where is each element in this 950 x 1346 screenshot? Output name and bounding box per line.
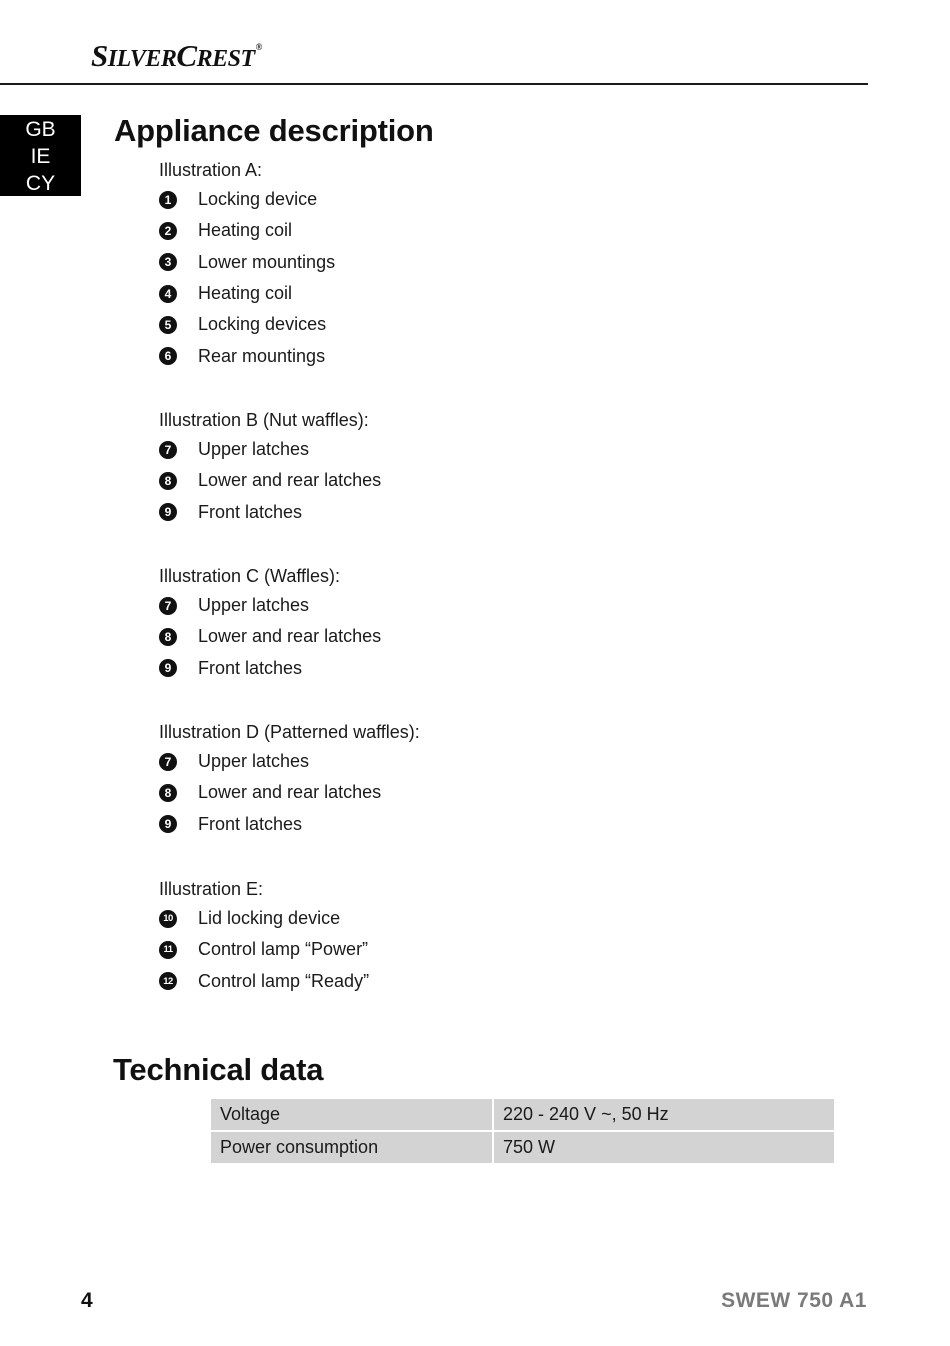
number-badge: 7 [159, 753, 177, 771]
group-title: Illustration B (Nut waffles): [159, 410, 369, 430]
item-label: Upper latches [198, 439, 310, 460]
list-item [159, 934, 369, 965]
illustration-d-group [159, 719, 420, 840]
number-badge: 3 [159, 253, 177, 271]
language-tab [0, 115, 81, 196]
list-item [159, 621, 381, 652]
list-item [159, 465, 381, 496]
brand-logo: SILVERCREST® [91, 38, 262, 73]
technical-data-table [211, 1097, 834, 1165]
table-row [211, 1132, 834, 1163]
section-title-appliance-description: Appliance description [114, 113, 434, 148]
list-item [159, 966, 369, 997]
item-label: Upper latches [198, 595, 310, 616]
list-item [159, 215, 335, 246]
item-label: Front latches [198, 813, 303, 834]
list-item [159, 746, 420, 777]
number-badge: 7 [159, 441, 177, 459]
language-code: CY [25, 172, 56, 195]
number-badge: 5 [159, 316, 177, 334]
section-title-technical-data: Technical data [113, 1052, 324, 1087]
list-item [159, 590, 381, 621]
number-badge: 8 [159, 628, 177, 646]
number-badge: 2 [159, 222, 177, 240]
item-label: Heating coil [198, 220, 293, 241]
item-label: Front latches [198, 657, 303, 678]
number-badge: 4 [159, 285, 177, 303]
table-cell-label: Voltage [211, 1099, 494, 1130]
item-label: Upper latches [198, 751, 310, 772]
table-row [211, 1099, 834, 1130]
list-item [159, 903, 369, 934]
item-label: Lower mountings [198, 251, 336, 272]
group-title: Illustration C (Waffles): [159, 566, 341, 586]
item-label: Lid locking device [198, 908, 341, 929]
header-rule [0, 83, 868, 85]
number-badge: 8 [159, 472, 177, 490]
number-badge: 9 [159, 659, 177, 677]
number-badge: 12 [159, 972, 177, 990]
illustration-c-group [159, 563, 381, 684]
list-item [159, 809, 420, 840]
illustration-b-group [159, 407, 381, 528]
list-item [159, 309, 335, 340]
language-code: GB [25, 118, 56, 141]
number-badge: 11 [159, 941, 177, 959]
group-title: Illustration A: [159, 160, 263, 180]
item-label: Control lamp “Power” [198, 939, 369, 960]
item-label: Lower and rear latches [198, 626, 382, 647]
item-label: Lower and rear latches [198, 470, 382, 491]
illustration-a-group [159, 157, 335, 372]
number-badge: 6 [159, 347, 177, 365]
item-label: Control lamp “Ready” [198, 970, 370, 991]
group-title: Illustration E: [159, 879, 264, 899]
group-title: Illustration D (Patterned waffles): [159, 722, 420, 742]
list-item [159, 434, 381, 465]
list-item [159, 497, 381, 528]
list-item [159, 247, 335, 278]
item-label: Heating coil [198, 283, 293, 304]
page-number: 4 [81, 1289, 93, 1312]
model-number: SWEW 750 A1 [721, 1289, 867, 1312]
item-label: Lower and rear latches [198, 782, 382, 803]
list-item [159, 278, 335, 309]
language-code: IE [30, 145, 51, 168]
table-cell-value: 750 W [494, 1132, 834, 1163]
list-item [159, 777, 420, 808]
list-item [159, 340, 335, 371]
list-item [159, 653, 381, 684]
number-badge: 10 [159, 910, 177, 928]
number-badge: 8 [159, 784, 177, 802]
item-label: Rear mountings [198, 345, 326, 366]
illustration-e-group [159, 876, 369, 997]
number-badge: 1 [159, 191, 177, 209]
number-badge: 9 [159, 503, 177, 521]
number-badge: 7 [159, 597, 177, 615]
item-label: Front latches [198, 501, 303, 522]
list-item [159, 184, 335, 215]
table-cell-value: 220 - 240 V ~, 50 Hz [494, 1099, 834, 1130]
item-label: Locking devices [198, 314, 327, 335]
number-badge: 9 [159, 815, 177, 833]
table-cell-label: Power consumption [211, 1132, 494, 1163]
item-label: Locking device [198, 189, 318, 210]
